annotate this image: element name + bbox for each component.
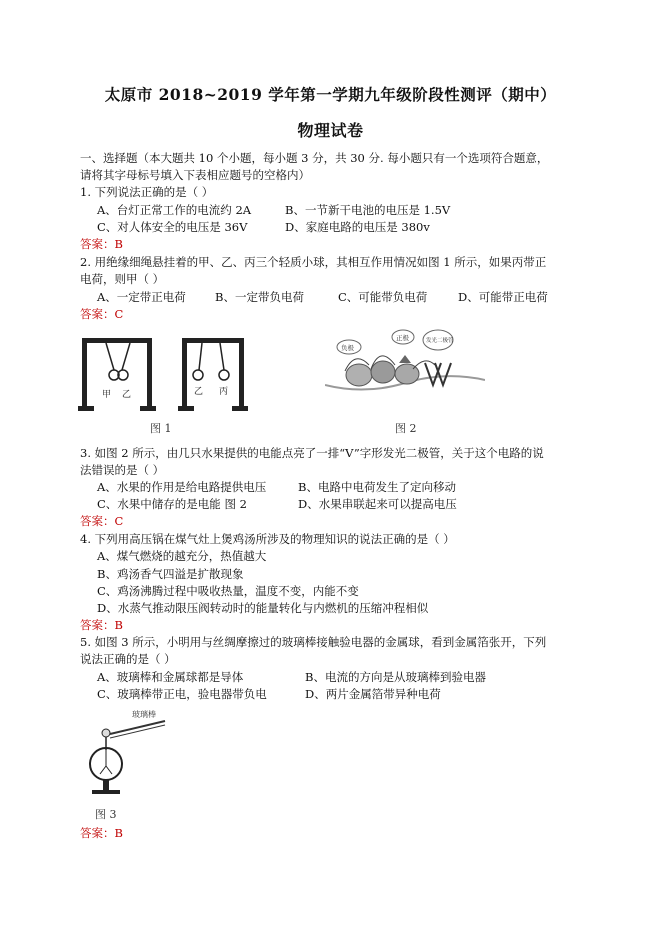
q2-answer-value: C xyxy=(114,307,124,321)
q4-answer-value: B xyxy=(114,618,123,632)
fig2-label-led: 发光二极管 xyxy=(426,338,454,344)
q5-option-c: C、玻璃棒带正电，验电器带负电 xyxy=(97,687,267,701)
exam-title: 太原市 2018~2019 学年第一学期九年级阶段性测评（期中） xyxy=(104,85,557,104)
figure-1-caption: 图 1 xyxy=(150,422,172,435)
section-intro-line-1: 一、选择题（本大题共 10 个小题，每小题 3 分，共 30 分. 每小题只有一个选项符合题意， xyxy=(80,151,549,165)
q1-stem: 1. 下列说法正确的是（ ） xyxy=(80,185,214,199)
q3-stem-line-2: 法错误的是（ ） xyxy=(80,463,165,477)
q5-option-a: A、玻璃棒和金属球都是导体 xyxy=(97,670,244,684)
fig1-label-jia: 甲 xyxy=(102,390,112,400)
q4-stem: 4. 下列用高压锅在煤气灶上煲鸡汤所涉及的物理知识的说法正确的是（ ） xyxy=(80,532,455,546)
fig3-label-glass-rod: 玻璃棒 xyxy=(132,710,156,719)
answer-label: 答案： xyxy=(80,826,115,840)
q1-option-a: A、台灯正常工作的电流约 2A xyxy=(97,203,252,217)
q5-answer-value: B xyxy=(114,826,123,840)
q1-option-b: B、一节新干电池的电压是 1.5V xyxy=(285,203,451,217)
q5-answer xyxy=(80,825,123,842)
q1-option-c: C、对人体安全的电压是 36V xyxy=(97,220,248,234)
q3-stem-line-1: 3. 如图 2 所示，由几只水果提供的电能点亮了一排“V”字形发光二极管，关于这个电路的说 xyxy=(80,446,544,460)
answer-label: 答案： xyxy=(80,618,115,632)
exam-subtitle: 物理试卷 xyxy=(297,121,364,140)
answer-label: 答案： xyxy=(80,237,115,251)
q5-stem-line-1: 5. 如图 3 所示，小明用与丝绸摩擦过的玻璃棒接触验电器的金属球，看到金属箔张开，下列 xyxy=(80,635,547,649)
fig1-label-bing: 丙 xyxy=(219,387,229,397)
fig2-label-negative: 负极 xyxy=(341,344,354,352)
q2-option-d: D、可能带正电荷 xyxy=(458,290,548,304)
q5-option-b: B、电流的方向是从玻璃棒到验电器 xyxy=(305,670,486,684)
q5-stem-line-2: 说法正确的是（ ） xyxy=(80,652,176,666)
figure-1-pith-balls xyxy=(78,330,248,415)
q4-option-d: D、水蒸气推动限压阀转动时的能量转化与内燃机的压缩冲程相似 xyxy=(97,601,429,615)
q5-option-d: D、两片金属箔带异种电荷 xyxy=(305,687,441,701)
q3-answer-value: C xyxy=(114,514,124,528)
q2-answer xyxy=(80,306,123,323)
q1-answer-value: B xyxy=(114,237,123,251)
q3-answer xyxy=(80,513,123,530)
fig1-label-yi-1: 乙 xyxy=(122,390,132,400)
q1-option-d: D、家庭电路的电压是 380v xyxy=(285,220,430,234)
answer-label: 答案： xyxy=(80,514,115,528)
q4-option-b: B、鸡汤香气四溢是扩散现象 xyxy=(97,567,244,581)
q2-option-a: A、一定带正电荷 xyxy=(97,290,186,304)
q2-stem-line-1: 2. 用绝缘细绳悬挂着的甲、乙、丙三个轻质小球，其相互作用情况如图 1 所示，如果丙带正 xyxy=(80,255,547,269)
figure-2-caption: 图 2 xyxy=(395,422,417,435)
q4-answer xyxy=(80,617,123,634)
fig1-label-yi-2: 乙 xyxy=(194,387,204,397)
q3-option-c: C、水果中储存的是电能 图 2 xyxy=(97,497,247,511)
answer-label: 答案： xyxy=(80,307,115,321)
q2-option-c: C、可能带负电荷 xyxy=(338,290,428,304)
figure-3-caption: 图 3 xyxy=(95,808,117,821)
fig2-label-positive: 正极 xyxy=(396,334,409,342)
q2-option-b: B、一定带负电荷 xyxy=(215,290,304,304)
q3-option-a: A、水果的作用是给电路提供电压 xyxy=(97,480,267,494)
figure-2-fruit-battery xyxy=(325,325,485,395)
q3-option-d: D、水果串联起来可以提高电压 xyxy=(298,497,457,511)
section-intro-line-2: 请将其字母标号填入下表相应题号的空格内） xyxy=(80,168,310,182)
q3-option-b: B、电路中电荷发生了定向移动 xyxy=(298,480,456,494)
q4-option-c: C、鸡汤沸腾过程中吸收热量，温度不变，内能不变 xyxy=(97,584,359,598)
q4-option-a: A、煤气燃烧的越充分，热值越大 xyxy=(97,549,267,563)
figure-3-electroscope xyxy=(80,706,190,801)
q2-stem-line-2: 电荷，则甲（ ） xyxy=(80,272,165,286)
q1-answer xyxy=(80,236,123,253)
